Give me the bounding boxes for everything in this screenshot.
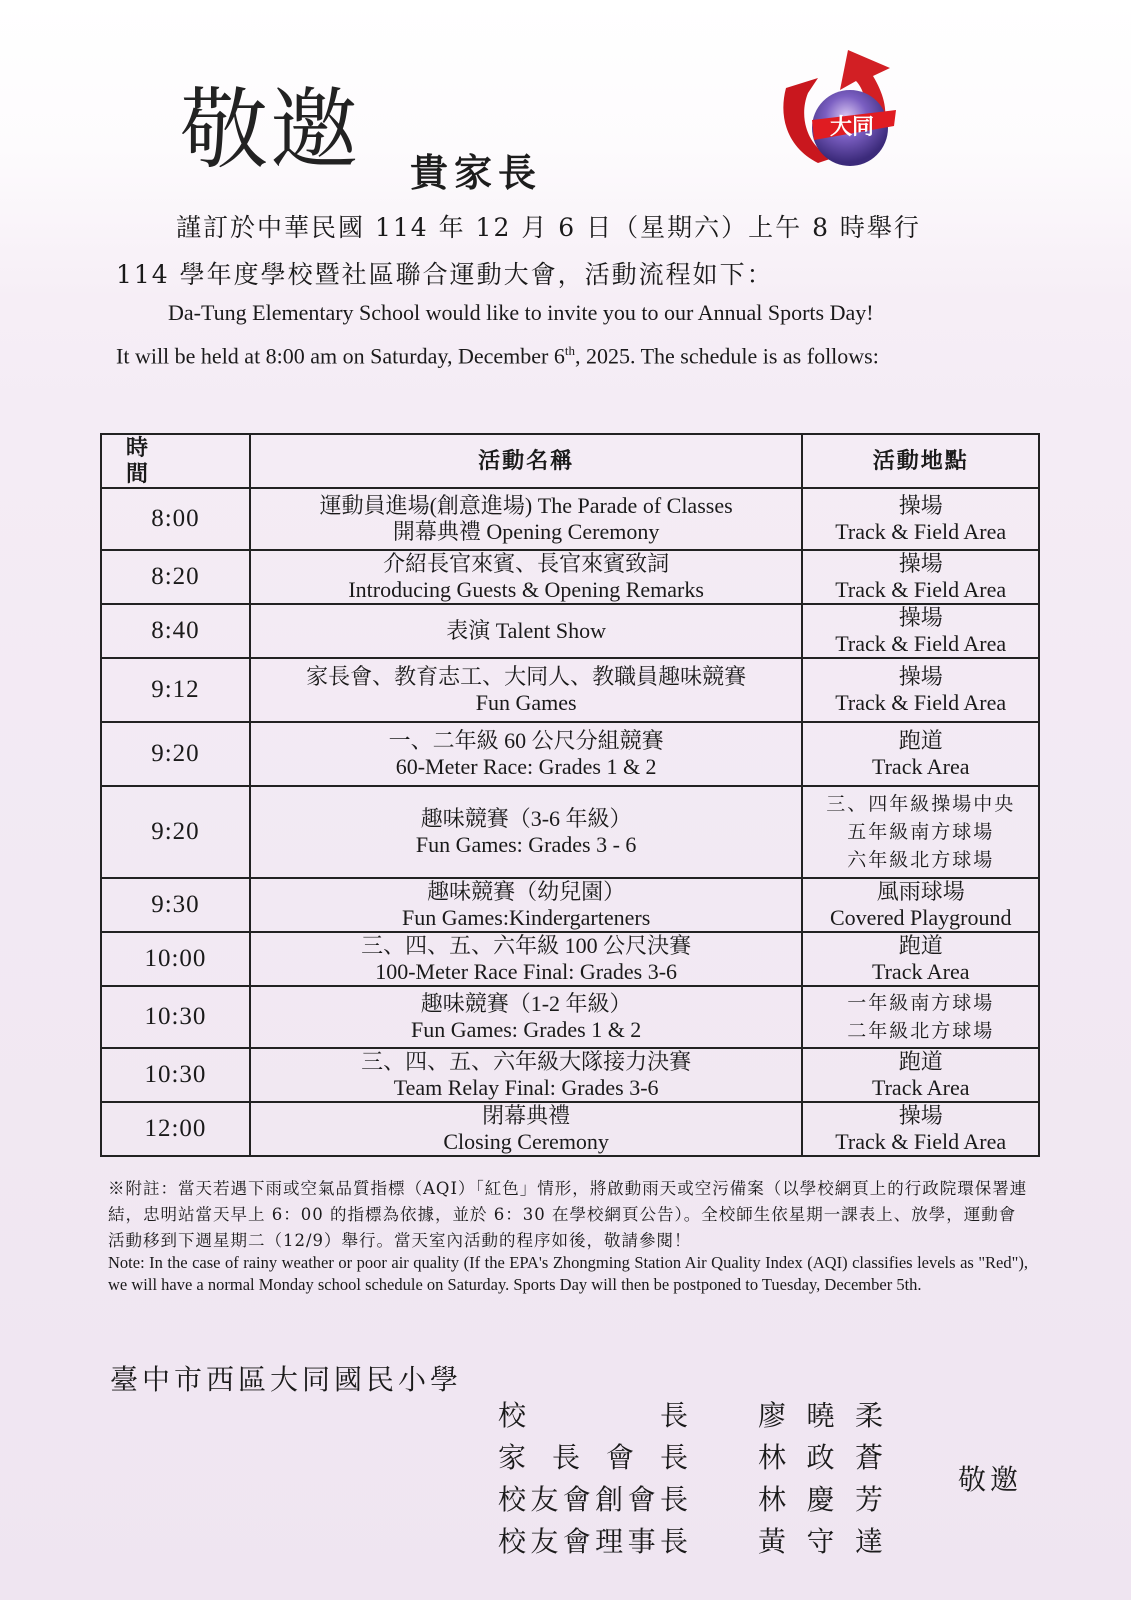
place-line: 操場 [898,1103,943,1128]
schedule-place [802,986,1039,1048]
place-line: 六年級北方球場 [847,849,995,871]
schedule-time: 9:20 [101,722,250,786]
intro-english-1: Da-Tung Elementary School would like to invite you to our Annual Sports Day! [168,300,874,325]
schedule-place [802,1102,1039,1156]
schedule-row [101,722,1039,786]
schedule-row [101,550,1039,604]
signatory-name: 林 政 蒼 [758,1441,883,1474]
signatory-row [498,1478,883,1520]
school-logo [778,48,908,178]
event-line: Closing Ceremony [443,1129,609,1154]
schedule-row [101,786,1039,878]
event-line: Team Relay Final: Grades 3-6 [393,1075,659,1100]
schedule-event [250,722,803,786]
schedule-row [101,488,1039,550]
place-line: 操場 [898,493,943,518]
place-line: 三、四年級操場中央 [826,793,1016,815]
event-line: 運動員進場(創意進場) The Parade of Classes [319,493,733,518]
place-line: 二年級北方球場 [847,1020,995,1042]
place-line: 五年級南方球場 [847,821,995,843]
schedule-row [101,1102,1039,1156]
signatory-name: 林 慶 芳 [758,1483,883,1516]
schedule-row [101,878,1039,932]
schedule-time: 9:12 [101,658,250,722]
schedule-place [802,786,1039,878]
signatory-name: 黃 守 達 [758,1525,883,1558]
schedule-event [250,550,803,604]
schedule-place [802,658,1039,722]
place-line: Track & Field Area [835,577,1007,602]
note-english: Note: In the case of rainy weather or poor air quality (If the EPA's Zhongming Station Air Quality Index (AQI) classifies levels as "Red"), we will have a normal Monday school schedule on Saturday. Sports Day will then be postponed to Tuesday, December 5th. [108,1253,1028,1294]
signatory-row [498,1394,883,1436]
place-line: 跑道 [898,1049,943,1074]
schedule-header-row [101,434,1039,488]
schedule-place [802,488,1039,550]
schedule-place [802,878,1039,932]
schedule-time: 10:30 [101,1048,250,1102]
closing-respect: 敬邀 [958,1463,1023,1496]
schedule-event [250,1048,803,1102]
intro-english-2 [116,332,1021,375]
event-line: Fun Games: Grades 3 - 6 [415,832,637,857]
schedule-place [802,1048,1039,1102]
signatory-role: 校 長 [498,1399,688,1432]
event-line: 三、四、五、六年級大隊接力決賽 [361,1049,692,1074]
schedule-time: 10:00 [101,932,250,986]
event-line: 趣味競賽（1-2 年級） [420,991,632,1016]
schedule-row [101,658,1039,722]
event-line: 閉幕典禮 [482,1103,571,1128]
intro-line-2: 114 學年度學校暨社區聯合運動大會，活動流程如下： [116,260,774,289]
schedule-row [101,932,1039,986]
schedule-time: 9:30 [101,878,250,932]
event-line: Fun Games [475,690,577,715]
place-line: Track Area [871,754,970,779]
place-line: Track & Field Area [835,631,1007,656]
schedule-event [250,878,803,932]
event-line: 三、四、五、六年級 100 公尺決賽 [361,933,692,958]
place-line: Track & Field Area [835,690,1007,715]
place-line: 跑道 [898,933,943,958]
schedule-time: 8:00 [101,488,250,550]
schedule-time: 12:00 [101,1102,250,1156]
schedule-time: 8:40 [101,604,250,658]
page-title: 敬邀 [180,78,361,181]
header-place: 活動地點 [802,434,1039,488]
schedule-place [802,604,1039,658]
signatory-list [498,1394,883,1562]
schedule-event [250,1102,803,1156]
intro-english-2a: It will be held at 8:00 am on Saturday, December 6 [116,343,565,369]
schedule-row [101,604,1039,658]
schedule-time: 8:20 [101,550,250,604]
schedule-event [250,658,803,722]
place-line: Track & Field Area [835,519,1007,544]
event-line: 60-Meter Race: Grades 1 & 2 [395,754,657,779]
intro-line-1: 謹訂於中華民國 114 年 12 月 6 日（星期六）上午 8 時舉行 [176,213,921,242]
place-line: Track Area [871,1075,970,1100]
event-line: 趣味競賽（3-6 年級） [420,806,632,831]
schedule-event [250,604,803,658]
schedule-table [100,433,1040,1157]
event-line: 100-Meter Race Final: Grades 3-6 [375,959,678,984]
place-line: Track Area [871,959,970,984]
header-time: 時間 [101,434,250,488]
header-event: 活動名稱 [250,434,803,488]
place-line: Track & Field Area [835,1129,1007,1154]
event-line: 一、二年級 60 公尺分組競賽 [388,728,664,753]
schedule-place [802,722,1039,786]
place-line: 跑道 [898,728,943,753]
place-line: Covered Playground [829,905,1012,930]
note-chinese: ※附註：當天若遇下雨或空氣品質指標（AQI）「紅色」情形，將啟動雨天或空污備案（以學校網頁上的行政院環保署連結，忠明站當天早上 6：00 的指標為依據，並於 6：30 在學校網頁公告）。全校師生依星期一課表上、放學，運動會活動移到下週星期二（12/9）舉行。當天室內活動的程序如後，敬請參閱！ [108,1179,1028,1250]
place-line: 一年級南方球場 [847,992,995,1014]
signatory-row [498,1436,883,1478]
signatory-role: 校 友 會 理 事 長 [498,1525,688,1558]
schedule-time: 9:20 [101,786,250,878]
place-line: 風雨球場 [876,879,965,904]
schedule-event [250,786,803,878]
place-line: 操場 [898,551,943,576]
signatory-name: 廖 曉 柔 [758,1399,883,1432]
schedule-time: 10:30 [101,986,250,1048]
intro-english-sup: th [564,343,575,358]
signatory-role: 家 長 會 長 [498,1441,688,1474]
school-name: 臺中市西區大同國民小學 [110,1363,463,1396]
page-subtitle: 貴家長 [410,150,543,195]
intro-english-2b: , 2025. The schedule is as follows: [574,343,879,369]
schedule-row [101,986,1039,1048]
place-line: 操場 [898,605,943,630]
event-line: 家長會、教育志工、大同人、教職員趣味競賽 [306,664,747,689]
schedule-event [250,986,803,1048]
event-line: 開幕典禮 Opening Ceremony [392,519,660,544]
schedule-event [250,932,803,986]
event-line: Fun Games:Kindergarteners [402,905,651,930]
event-line: Introducing Guests & Opening Remarks [348,577,704,602]
schedule-event [250,488,803,550]
place-line: 操場 [898,664,943,689]
event-line: 趣味競賽（幼兒園） [427,879,626,904]
event-line: 介紹長官來賓、長官來賓致詞 [383,551,670,576]
logo-text: 大同 [829,115,875,140]
event-line: Fun Games: Grades 1 & 2 [410,1017,642,1042]
schedule-place [802,932,1039,986]
signatory-row [498,1520,883,1562]
event-line: 表演 Talent Show [446,618,607,643]
signatory-role: 校 友 會 創 會 長 [498,1483,688,1516]
schedule-row [101,1048,1039,1102]
schedule-place [802,550,1039,604]
